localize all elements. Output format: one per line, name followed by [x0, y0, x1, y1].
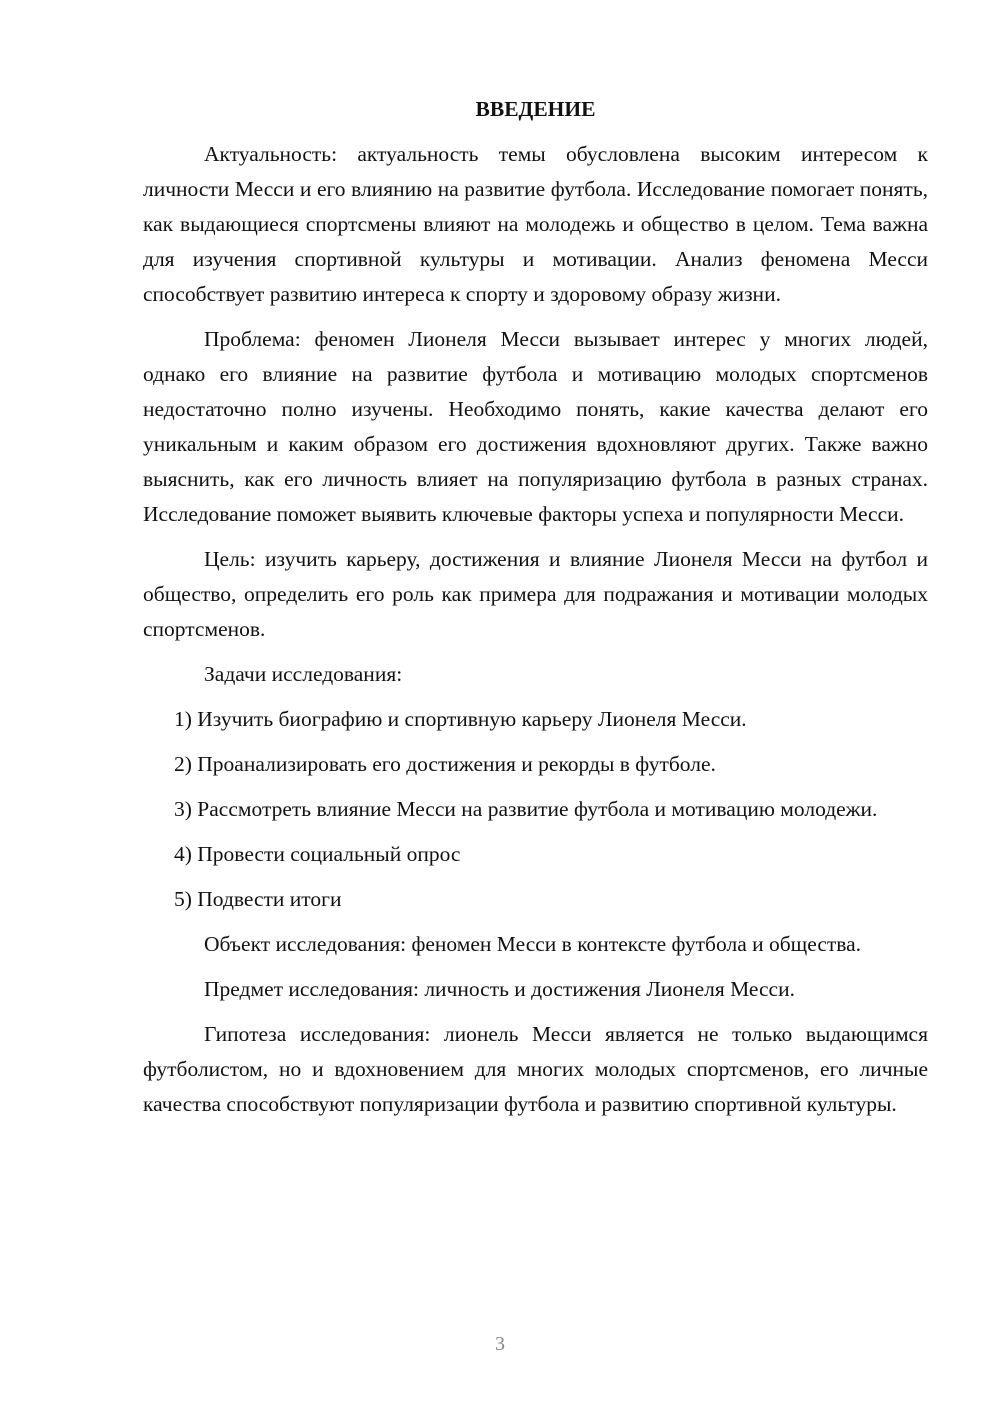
page-number: 3	[495, 1333, 505, 1355]
paragraph-relevance: Актуальность: актуальность темы обусловлена высоким интересом к личности Месси и его влиянию на развитие футбола. Исследование помогает понять, как выдающиеся спортсмены влияют на молодежь и общество в целом. Тема важна для изучения спортивной культуры и мотивации. Анализ феномена Месси способствует развитию интереса к спорту и здоровому образу жизни.	[143, 142, 928, 306]
tasks-heading: Задачи исследования:	[204, 662, 403, 686]
task-item: 1) Изучить биографию и спортивную карьеру Лионеля Месси.	[174, 707, 747, 731]
paragraph-goal: Цель: изучить карьеру, достижения и влияние Лионеля Месси на футбол и общество, определить его роль как примера для подражания и мотивации молодых спортсменов.	[143, 547, 928, 641]
task-item: 4) Провести социальный опрос	[174, 842, 461, 866]
task-item: 2) Проанализировать его достижения и рекорды в футболе.	[174, 752, 716, 776]
task-item: 5) Подвести итоги	[174, 887, 342, 911]
paragraph-object: Объект исследования: феномен Месси в контексте футбола и общества.	[204, 932, 862, 956]
paragraph-subject: Предмет исследования: личность и достижения Лионеля Месси.	[204, 977, 795, 1001]
paragraph-hypothesis: Гипотеза исследования: лионель Месси является не только выдающимся футболистом, но и вдохновением для многих молодых спортсменов, его личные качества способствуют популяризации футбола и развитию спортивной культуры.	[143, 1022, 928, 1116]
tasks-list	[143, 702, 928, 917]
document-title: ВВЕДЕНИЕ	[475, 97, 596, 121]
document-page	[143, 92, 928, 1132]
paragraph-problem: Проблема: феномен Лионеля Месси вызывает интерес у многих людей, однако его влияние на развитие футбола и мотивацию молодых спортсменов недостаточно полно изучены. Необходимо понять, какие качества делают его уникальным и каким образом его достижения вдохновляют других. Также важно выяснить, как его личность влияет на популяризацию футбола в разных странах. Исследование поможет выявить ключевые факторы успеха и популярности Месси.	[143, 327, 928, 526]
task-item: 3) Рассмотреть влияние Месси на развитие футбола и мотивацию молодежи.	[174, 797, 878, 821]
